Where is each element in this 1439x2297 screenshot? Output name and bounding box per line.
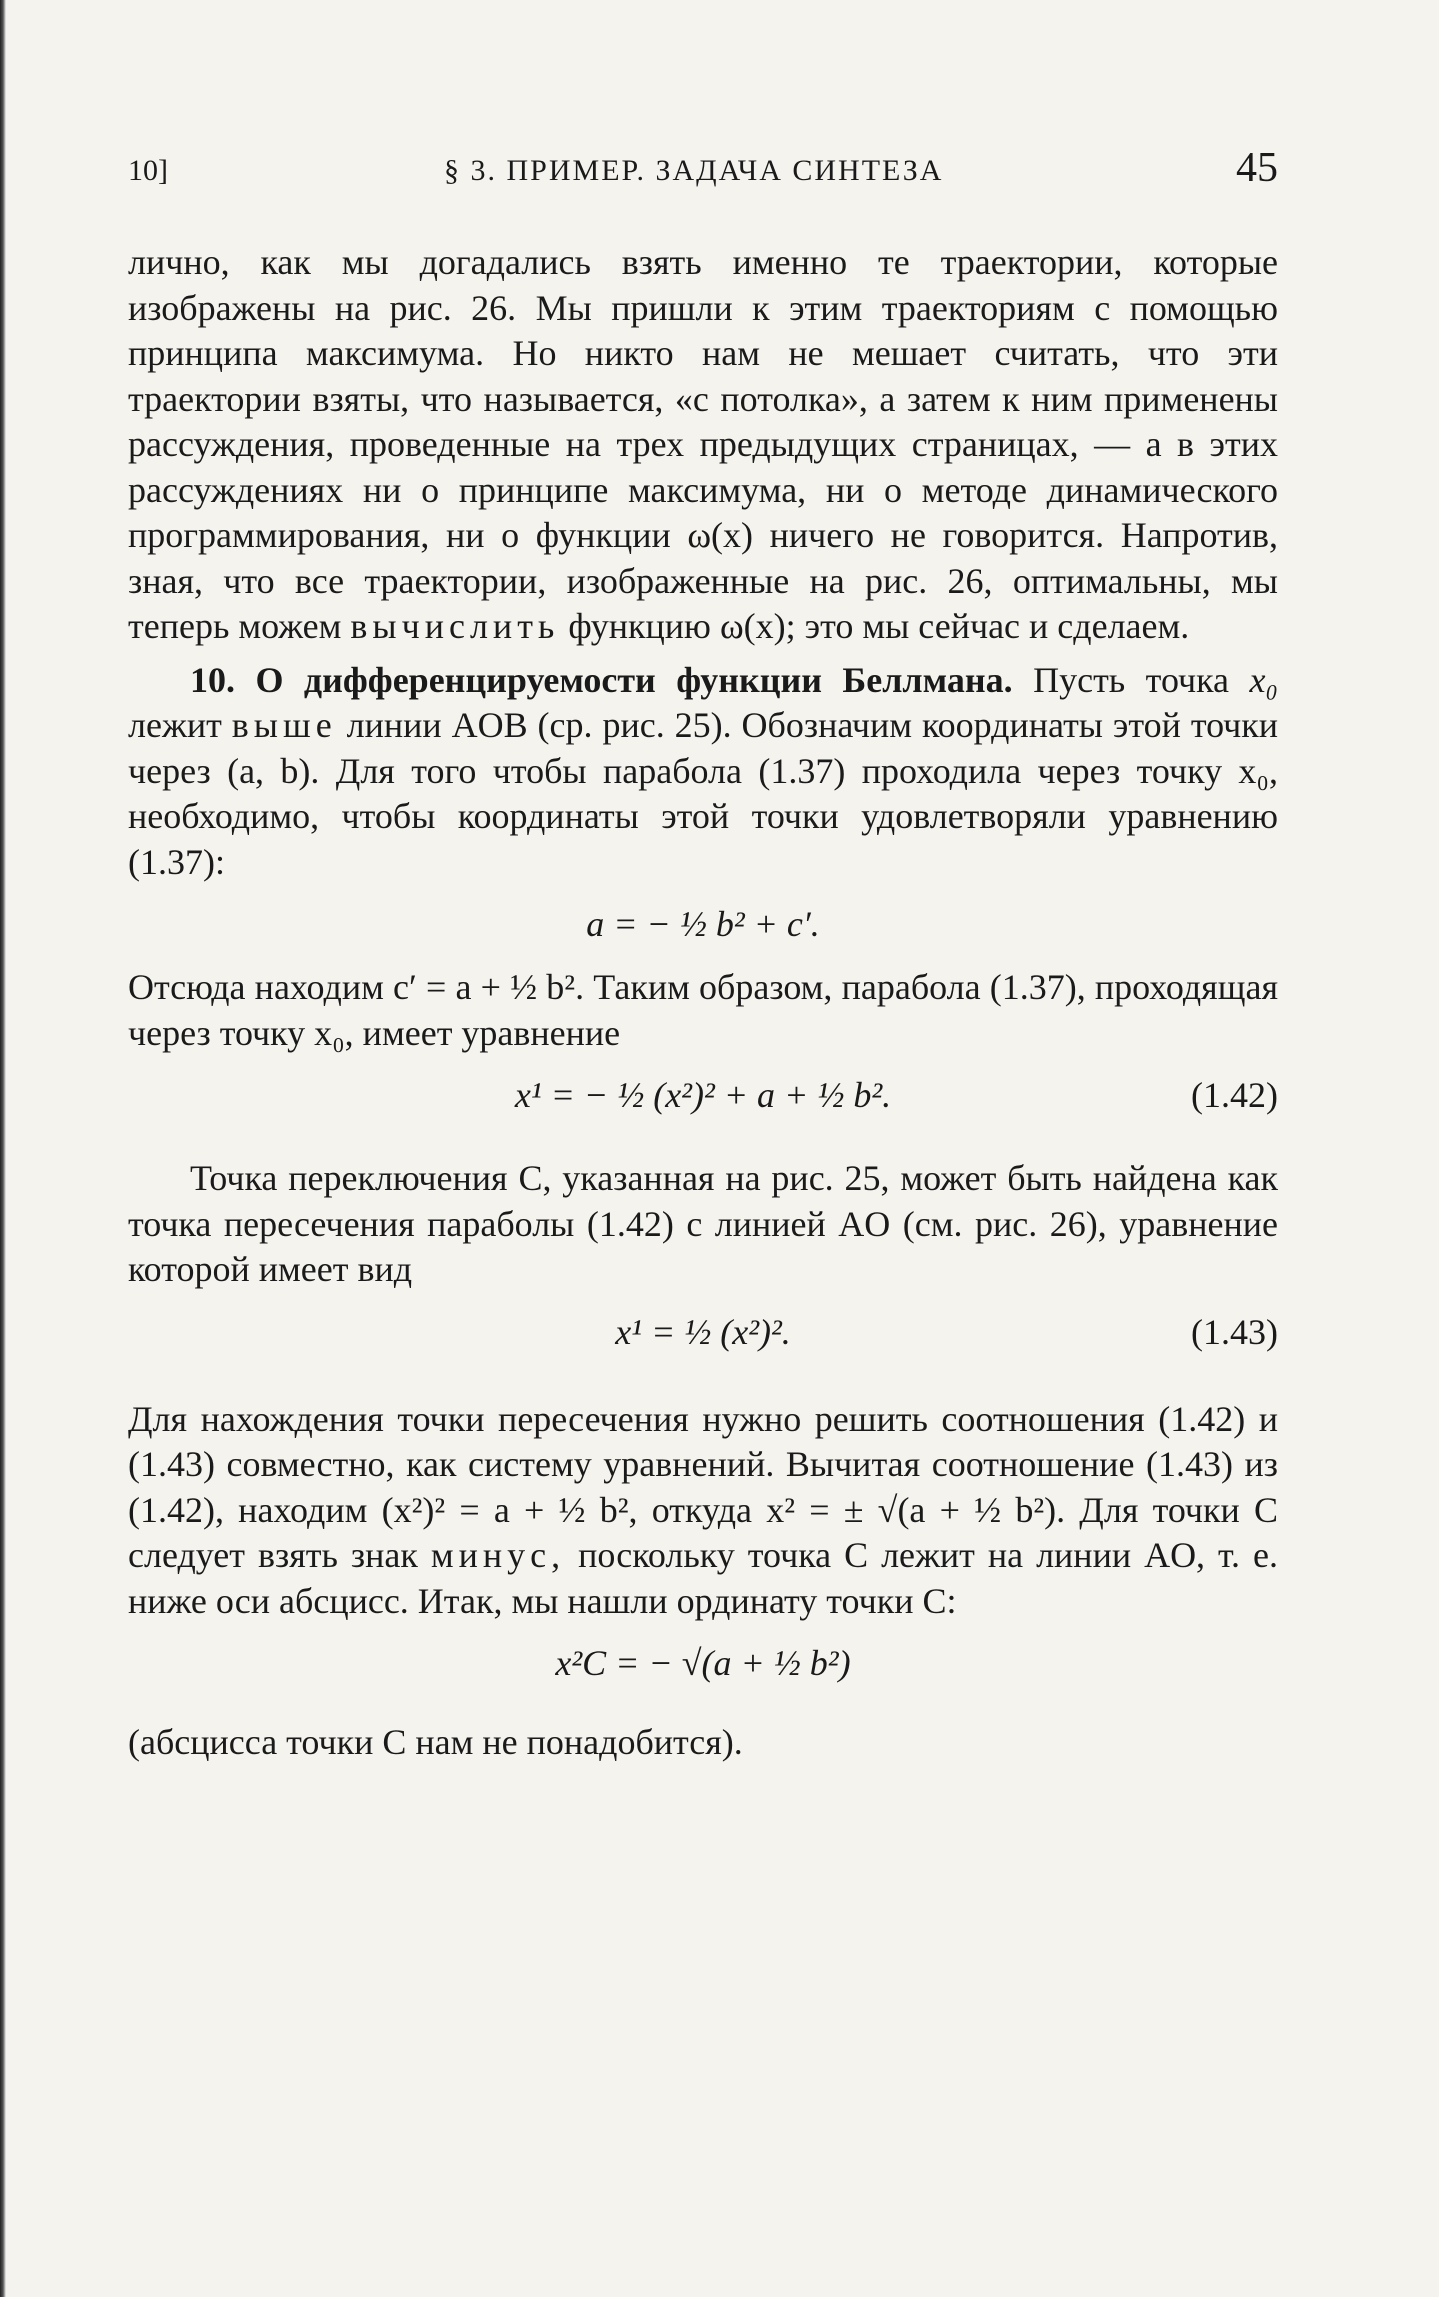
section-text-b: лежит bbox=[128, 705, 222, 745]
paragraph-2: Отсюда находим c′ = a + ½ b². Таким образом, парабола (1.37), проходящая через точку x₀, имеет уравнение bbox=[128, 967, 1278, 1053]
scan-edge bbox=[0, 0, 6, 2297]
paragraph-4-end: поскольку точка C лежит на линии AO, т. е. ниже оси абсцисс. Итак, мы нашли ординату точки C: bbox=[128, 1535, 1279, 1621]
spaced-word-calculate: вычислить bbox=[350, 606, 560, 646]
equation-number-1-43: (1.43) bbox=[1191, 1311, 1278, 1352]
section-10 bbox=[128, 658, 1278, 886]
running-header bbox=[128, 140, 1278, 200]
paragraph-1-text: лично, как мы догадались взять именно те траектории, которые изображены на рис. 26. Мы пришли к этим траекториям с помощью принципа максимума. Но никто нам не мешает считать, что эти траектории взяты, что называется, «с потолка», а затем к ним применены рассуждения, проведенные на трех предыдущих страницах, — а в этих рассуждениях ни о принципе максимума, ни о методе динамического программирования, ни о функции ω(x) ничего не говорится. Напротив, зная, что все траектории, изображенные на рис. 26, оптимальны, мы теперь можем bbox=[128, 242, 1278, 646]
formula-1-42-expr: x¹ = − ½ (x²)² + a + ½ b². bbox=[514, 1075, 892, 1115]
header-left: 10] bbox=[128, 154, 168, 187]
paragraph-4-text: Для нахождения точки пересечения нужно решить соотношения (1.42) и (1.43) совместно, как систему уравнений. Вычитая соотношение (1.43) из (1.42), находим (x²)² = a + ½ b², откуда x² = ± √(a + ½ b²). Для точки C следует взять знак bbox=[128, 1398, 1278, 1575]
formula-1-42 bbox=[128, 1056, 1278, 1136]
page-number: 45 bbox=[1236, 145, 1278, 191]
spaced-word-minus: минус, bbox=[430, 1535, 566, 1575]
formula-1-43 bbox=[128, 1293, 1278, 1373]
paragraph-1-end: функцию ω(x); это мы сейчас и сделаем. bbox=[568, 606, 1190, 646]
paragraph-1 bbox=[128, 240, 1278, 650]
formula-ordinate-c-expr: x²C = − √(a + ½ b²) bbox=[555, 1643, 851, 1683]
spaced-word-above: выше bbox=[231, 705, 337, 745]
formula-1-43-expr: x¹ = ½ (x²)². bbox=[615, 1311, 791, 1352]
paragraph-5: (абсцисса точки C нам не понадобится). bbox=[128, 1722, 743, 1762]
formula-1-expr: a = − ½ b² + c′. bbox=[586, 904, 820, 944]
equation-number-1-42: (1.42) bbox=[1191, 1075, 1278, 1115]
book-page bbox=[128, 140, 1278, 1766]
header-title: § 3. ПРИМЕР. ЗАДАЧА СИНТЕЗА bbox=[444, 154, 944, 187]
formula-ordinate-c bbox=[128, 1624, 1278, 1714]
formula-1 bbox=[128, 885, 1278, 965]
point-x0: x₀ bbox=[1249, 659, 1279, 700]
section-text-a: Пусть точка bbox=[1033, 659, 1230, 700]
section-number: 10. bbox=[190, 659, 235, 700]
section-title: О дифференцируемости функции Беллмана. bbox=[255, 659, 1013, 700]
paragraph-3: Точка переключения C, указанная на рис. 25, может быть найдена как точка пересечения параболы (1.42) с линией AO (см. рис. 26), уравнение которой имеет вид bbox=[128, 1158, 1278, 1289]
section-text-c: линии AOB (ср. рис. 25). Обозначим координаты этой точки через (a, b). Для того чтобы парабола (1.37) проходила через точку x₀, необходимо, чтобы координаты этой точки удовлетворяли уравнению (1.37): bbox=[128, 705, 1279, 882]
paragraph-4 bbox=[128, 1397, 1278, 1625]
